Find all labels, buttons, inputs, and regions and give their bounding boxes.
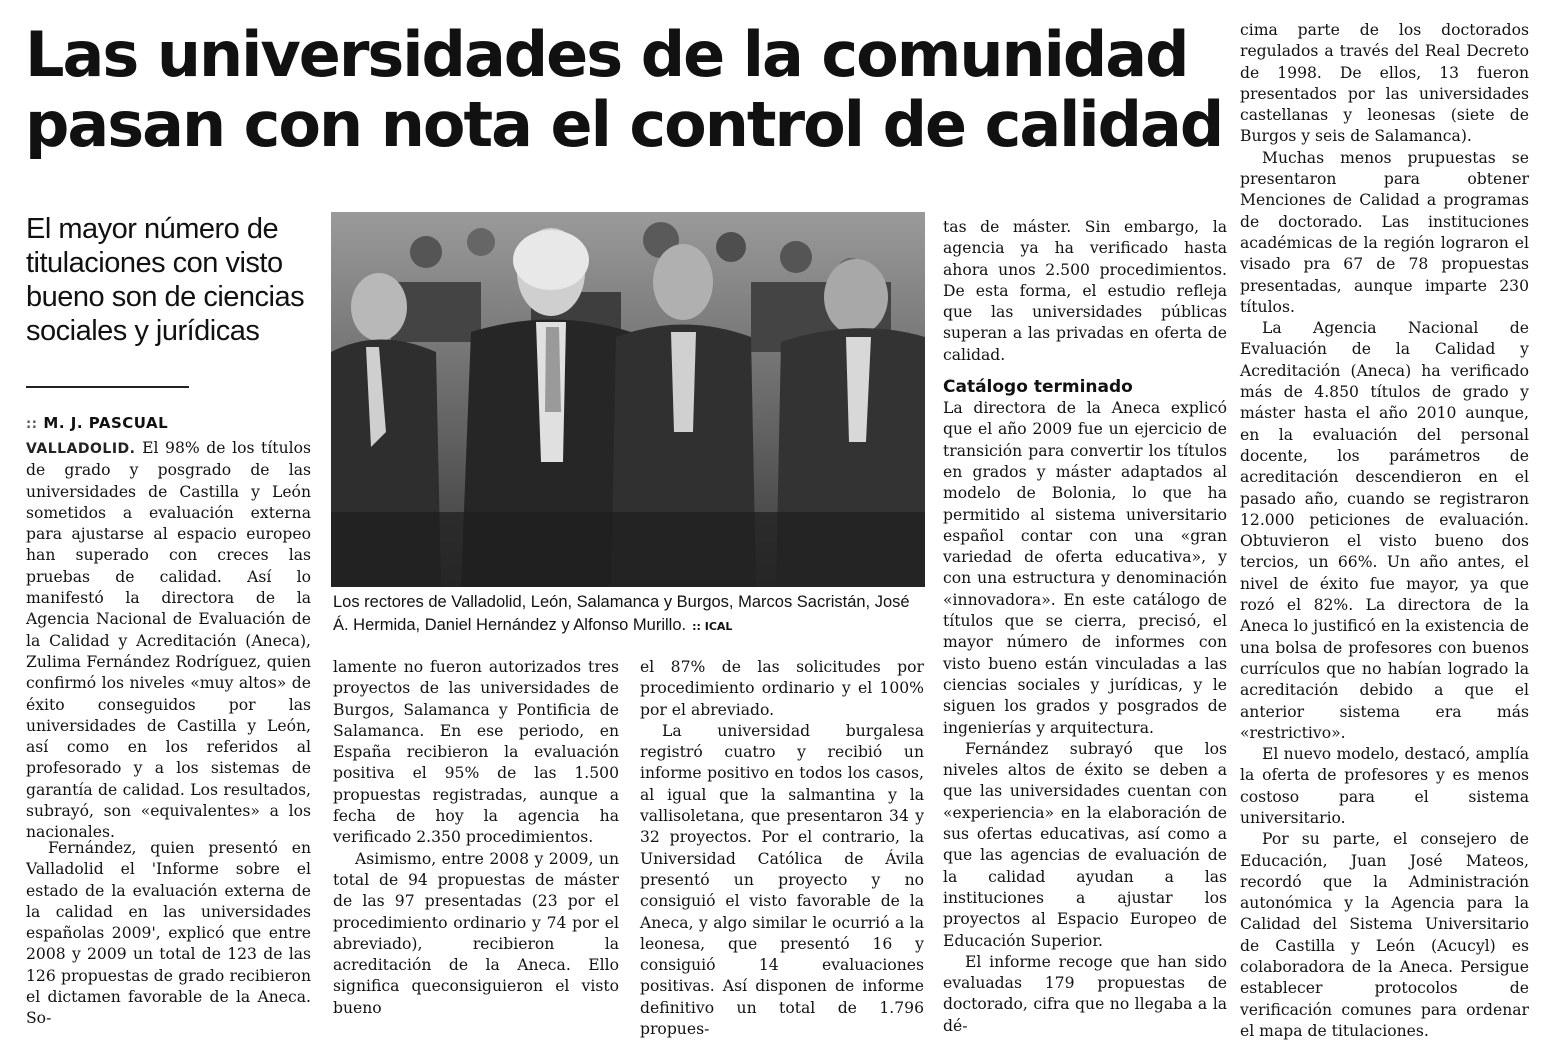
credit-text: ICAL: [704, 620, 733, 633]
photo-caption: [333, 591, 925, 638]
column-5: [1240, 20, 1529, 1042]
news-photo: [331, 212, 925, 587]
paragraph: Muchas menos prupuestas se presentaron para obtener Menciones de Calidad a programas de doctorado. Las instituciones académicas de la región lograron el visado pra 67 de 78 propuestas presentadas, aunque imparte 230 títulos.: [1240, 148, 1529, 316]
headline: [25, 20, 1235, 160]
headline-line-1: Las universidades de la comunidad: [25, 18, 1188, 91]
byline-author: M. J. PASCUAL: [43, 414, 169, 432]
credit-marker: ::: [692, 620, 701, 633]
section-heading: Catálogo terminado: [943, 377, 1133, 398]
photo-image: [331, 212, 925, 587]
column-1: [26, 438, 311, 844]
paragraph: Asimismo, entre 2008 y 2009, un total de 94 propuestas de máster de las 97 presentadas (23 por el procedimiento ordinario y 74 por el abreviado), recibieron la acreditación de la Aneca. Ello significa queconsiguieron el visto bueno: [333, 849, 619, 1017]
photo-credit: [692, 620, 732, 633]
paragraph: La Agencia Nacional de Evaluación de la Calidad y Acreditación (Aneca) ha verificado más de 4.850 títulos de grado y máster hasta el año 2010 aunque, en la evaluación del personal docente, los parámetros de acreditación descendieron en el pasado año, cuando se registraron 12.000 peticiones de evaluación. Obtuvieron el visto bueno dos tercios, un 66%. Un año antes, el nivel de éxito fue mayor, ya que rozó el 82%. La directora de la Aneca lo justificó en la existencia de una bolsa de profesores con buenos currículos que no habían logrado la acreditación debido a que el anterior sistema era más «restrictivo».: [1240, 319, 1529, 742]
column-3: [640, 657, 924, 1040]
paragraph: cima parte de los doctorados regulados a través del Real Decreto de 1998. De ellos, 13 fueron presentados por las universidades castellanas y leonesas (siete de Burgos y seis de Salamanca).: [1240, 21, 1529, 146]
paragraph: lamente no fueron autorizados tres proyectos de las universidades de Burgos, Salamanca y Pontificia de Salamanca. En ese periodo, en España recibieron la evaluación positiva el 95% de las 1.500 propuestas registradas, aunque a fecha de hoy la agencia ha verificado 2.350 procedimientos.: [333, 658, 619, 847]
column-2: [333, 657, 619, 1019]
subheadline: El mayor número de titulaciones con visto bueno son de ciencias sociales y jurídicas: [26, 213, 305, 347]
paragraph: Fernández subrayó que los niveles altos de éxito se deben a que las universidades cuentan con «experiencia» en la elaboración de sus ofertas educativas, así como a que las agencias de evaluación de la calidad ayudan a las instituciones a ajustar los proyectos al Espacio Europeo de Educación Superior.: [943, 739, 1227, 950]
paragraph: Fernández, quien presentó en Valladolid el 'Informe sobre el estado de la evaluación externa de la calidad en las universidades españolas 2009', explicó que entre 2008 y 2009 un total de 123 de las 126 propuestas de grado recibieron el dictamen favorable de la Aneca. So-: [26, 839, 311, 1028]
column-4: [943, 217, 1227, 1037]
paragraph: el 87% de las solicitudes por procedimiento ordinario y el 100% por el abreviado.: [640, 658, 924, 719]
headline-line-2: pasan con nota el control de calidad: [25, 88, 1223, 161]
paragraph: La universidad burgalesa registró cuatro y recibió un informe positivo en todos los casos, al igual que la salmantina y la vallisoletana, que presentaron 34 y 32 proyectos. Por el contrario, la Universidad Católica de Ávila presentó un proyecto y no consiguió el visto favorable de la Aneca, y algo similar le ocurrió a la leonesa, que presentó 16 y consiguió 14 evaluaciones positivas. Así disponen de informe definitivo un total de 1.796 propues-: [640, 721, 924, 1039]
paragraph: El informe recoge que han sido evaluadas 179 propuestas de doctorado, cifra que no llegaba a la dé-: [943, 952, 1227, 1035]
paragraph: El nuevo modelo, destacó, amplía la oferta de profesores y es menos costoso para el sistema universitario.: [1240, 745, 1529, 827]
byline: [26, 414, 168, 432]
paragraph: tas de máster. Sin embargo, la agencia ya ha verificado hasta ahora unos 2.500 procedimientos. De esta forma, el estudio refleja que las universidades públicas superan a las privadas en oferta de calidad.: [943, 218, 1227, 364]
paragraph: La directora de la Aneca explicó que el año 2009 fue un ejercicio de transición para convertir los títulos en grados y máster adaptados al modelo de Bolonia, lo que ha permitido al sistema universitario español contar con una «gran variedad de oferta educativa», y con una estructura y denominación «innovadora». En este catálogo de títulos que se cierra, precisó, el mayor número de informes con visto bueno están vinculadas a las ciencias sociales y jurídicas, y le siguen los grados y posgrados de ingenierías y arquitectura.: [943, 399, 1227, 737]
dateline: VALLADOLID.: [26, 441, 136, 457]
paragraph: [26, 438, 311, 844]
paragraph: Por su parte, el consejero de Educación, Juan José Mateos, recordó que la Administración autonómica y la Agencia para la Calidad del Sistema Universitario de Castilla y León (Acucyl) es colaboradora de la Aneca. Persigue establecer protocolos de verificación comunes para ordenar el mapa de titulaciones.: [1240, 830, 1529, 1040]
subheadline-rule: [26, 386, 189, 388]
byline-marker: ::: [26, 417, 38, 432]
paragraph-text: El 98% de los títulos de grado y posgrado de las universidades de Castilla y León sometidos a evaluación externa para ajustarse al espacio europeo han superado con creces las pruebas de calidad. Así lo manifestó la directora de la Agencia Nacional de Evaluación de la Calidad y Acreditación (Aneca), Zulima Fernández Rodríguez, quien confirmó los niveles «muy altos» de éxito conseguidos por las universidades de Castilla y León, así como en los referidos al profesorado y a los sistemas de garantía de calidad. Los resultados, subrayó, son «equivalentes» a los nacionales.: [26, 439, 311, 842]
column-1-continued: [26, 838, 311, 1030]
caption-text: Los rectores de Valladolid, León, Salamanca y Burgos, Marcos Sacristán, José Á. Hermida, Daniel Hernández y Alfonso Murillo.: [333, 593, 910, 634]
